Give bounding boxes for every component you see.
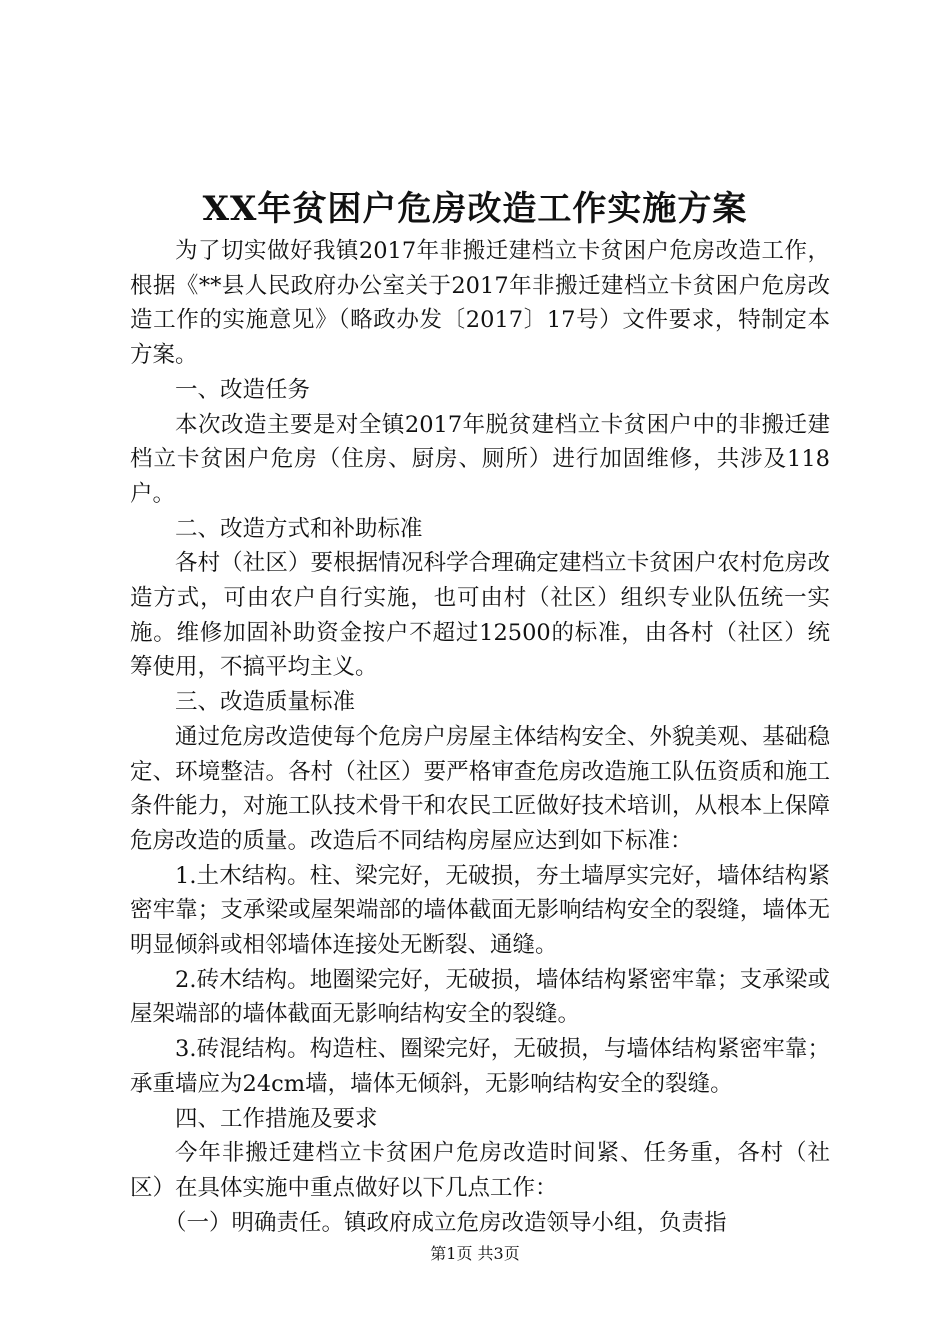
- list-item: 3.砖混结构。构造柱、圈梁完好，无破损，与墙体结构紧密牢靠；承重墙应为24cm墙，墙体无倾斜，无影响结构安全的裂缝。: [130, 1036, 830, 1097]
- section-heading: 二、改造方式和补助标准: [175, 515, 423, 542]
- paragraph: 今年非搬迁建档立卡贫困户危房改造时间紧、任务重，各村（社区）在具体实施中重点做好以下几点工作：: [130, 1140, 830, 1201]
- list-item: 1.土木结构。柱、梁完好，无破损，夯土墙厚实完好，墙体结构紧密牢靠；支承梁或屋架端部的墙体截面无影响结构安全的裂缝，墙体无明显倾斜或相邻墙体连接处无断裂、通缝。: [130, 862, 830, 959]
- paragraph: 为了切实做好我镇2017年非搬迁建档立卡贫困户危房改造工作，根据《**县人民政府办公室关于2017年非搬迁建档立卡贫困户危房改造工作的实施意见》（略政办发〔2017〕17号）文件要求，特制定本方案。: [130, 238, 830, 369]
- document-body: [130, 234, 830, 1240]
- section-heading: 四、工作措施及要求: [175, 1105, 378, 1132]
- section-heading: 一、改造任务: [175, 376, 311, 403]
- list-item: 2.砖木结构。地圈梁完好，无破损，墙体结构紧密牢靠；支承梁或屋架端部的墙体截面无影响结构安全的裂缝。: [130, 966, 830, 1028]
- section-heading: 三、改造质量标准: [175, 689, 356, 716]
- paragraph: 本次改造主要是对全镇2017年脱贫建档立卡贫困户中的非搬迁建档立卡贫困户危房（住房、厨房、厕所）进行加固维修，共涉及118户。: [130, 411, 830, 507]
- document-title: XX年贫困户危房改造工作实施方案: [202, 189, 748, 229]
- paragraph: （一）明确责任。镇政府成立危房改造领导小组，负责指: [164, 1209, 727, 1236]
- paragraph: 各村（社区）要根据情况科学合理确定建档立卡贫困户农村危房改造方式，可由农户自行实施，也可由村（社区）组织专业队伍统一实施。维修加固补助资金按户不超过12500的标准，由各村（社区）统筹使用，不搞平均主义。: [130, 550, 830, 681]
- page-footer: 第1页 共3页: [430, 1244, 520, 1263]
- paragraph: 通过危房改造使每个危房户房屋主体结构安全、外貌美观、基础稳定、环境整洁。各村（社区）要严格审查危房改造施工队伍资质和施工条件能力，对施工队技术骨干和农民工匠做好技术培训，从根本上保障危房改造的质量。改造后不同结构房屋应达到如下标准：: [130, 723, 830, 854]
